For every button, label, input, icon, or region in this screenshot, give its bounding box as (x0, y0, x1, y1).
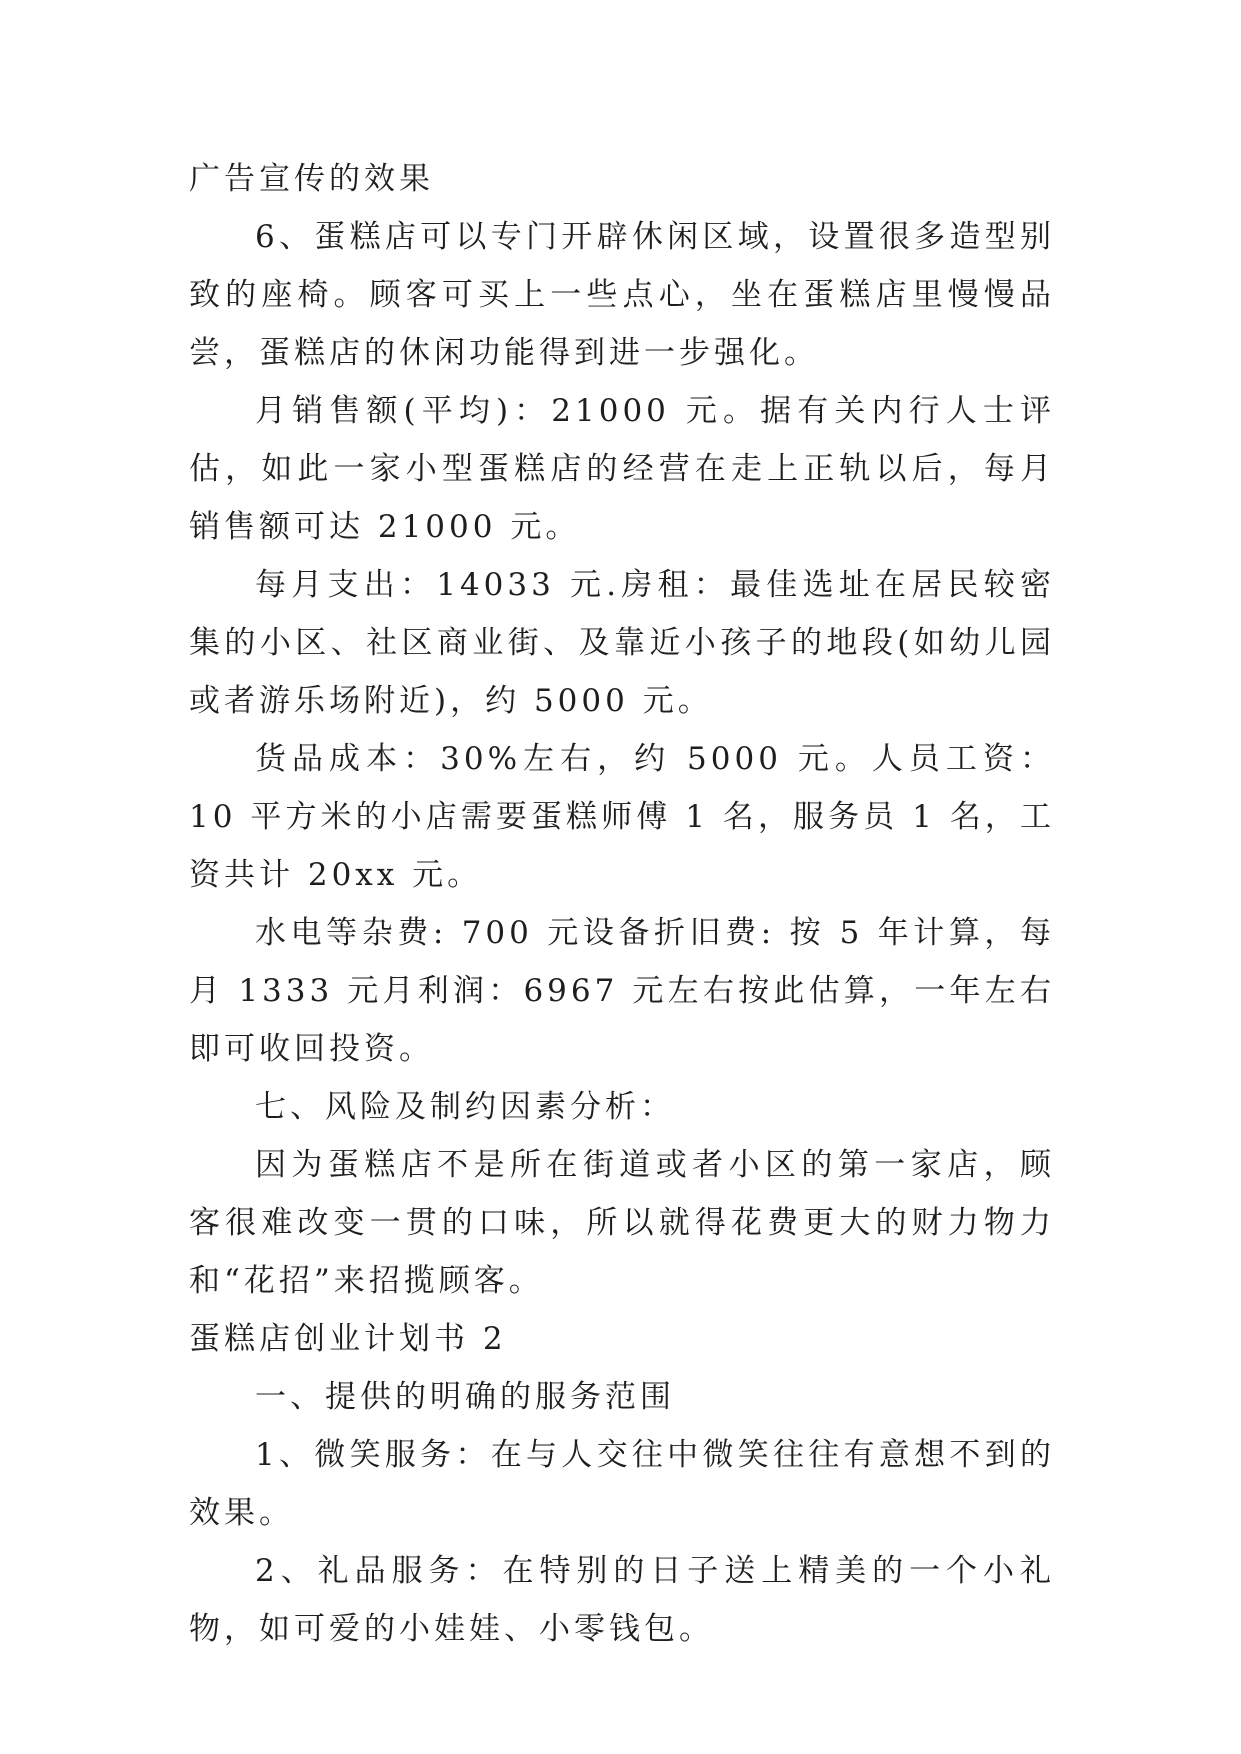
section-heading-services: 一、提供的明确的服务范围 (255, 1379, 675, 1415)
document-body (189, 150, 1055, 1658)
paragraph-goods-cost: 货品成本：30%左右，约 5000 元。人员工资：10 平方米的小店需要蛋糕师傅 1 名，服务员 1 名，工资共计 20xx 元。 (189, 741, 1055, 893)
paragraph-monthly-expense: 每月支出：14033 元.房租：最佳选址在居民较密集的小区、社区商业街、及靠近小孩子的地段(如幼儿园或者游乐场附近)，约 5000 元。 (189, 567, 1055, 719)
paragraph-utilities: 水电等杂费: 700 元设备折旧费: 按 5 年计算，每月 1333 元月利润：6967 元左右按此估算，一年左右即可收回投资。 (189, 915, 1055, 1067)
section-heading-risk: 七、风险及制约因素分析： (255, 1089, 675, 1125)
paragraph-smile-service: 1、微笑服务：在与人交往中微笑往往有意想不到的效果。 (189, 1437, 1055, 1531)
paragraph-leisure-area: 6、蛋糕店可以专门开辟休闲区域，设置很多造型别致的座椅。顾客可买上一些点心，坐在蛋糕店里慢慢品尝，蛋糕店的休闲功能得到进一步强化。 (189, 219, 1055, 371)
document-subtitle: 蛋糕店创业计划书 2 (189, 1321, 507, 1357)
paragraph-monthly-sales: 月销售额(平均)：21000 元。据有关内行人士评估，如此一家小型蛋糕店的经营在走上正轨以后，每月销售额可达 21000 元。 (189, 393, 1055, 545)
paragraph-risk-analysis: 因为蛋糕店不是所在街道或者小区的第一家店，顾客很难改变一贯的口味，所以就得花费更大的财力物力和“花招”来招揽顾客。 (189, 1147, 1055, 1299)
paragraph-ad-effect: 广告宣传的效果 (189, 161, 434, 197)
paragraph-gift-service: 2、礼品服务：在特别的日子送上精美的一个小礼物，如可爱的小娃娃、小零钱包。 (189, 1553, 1055, 1647)
